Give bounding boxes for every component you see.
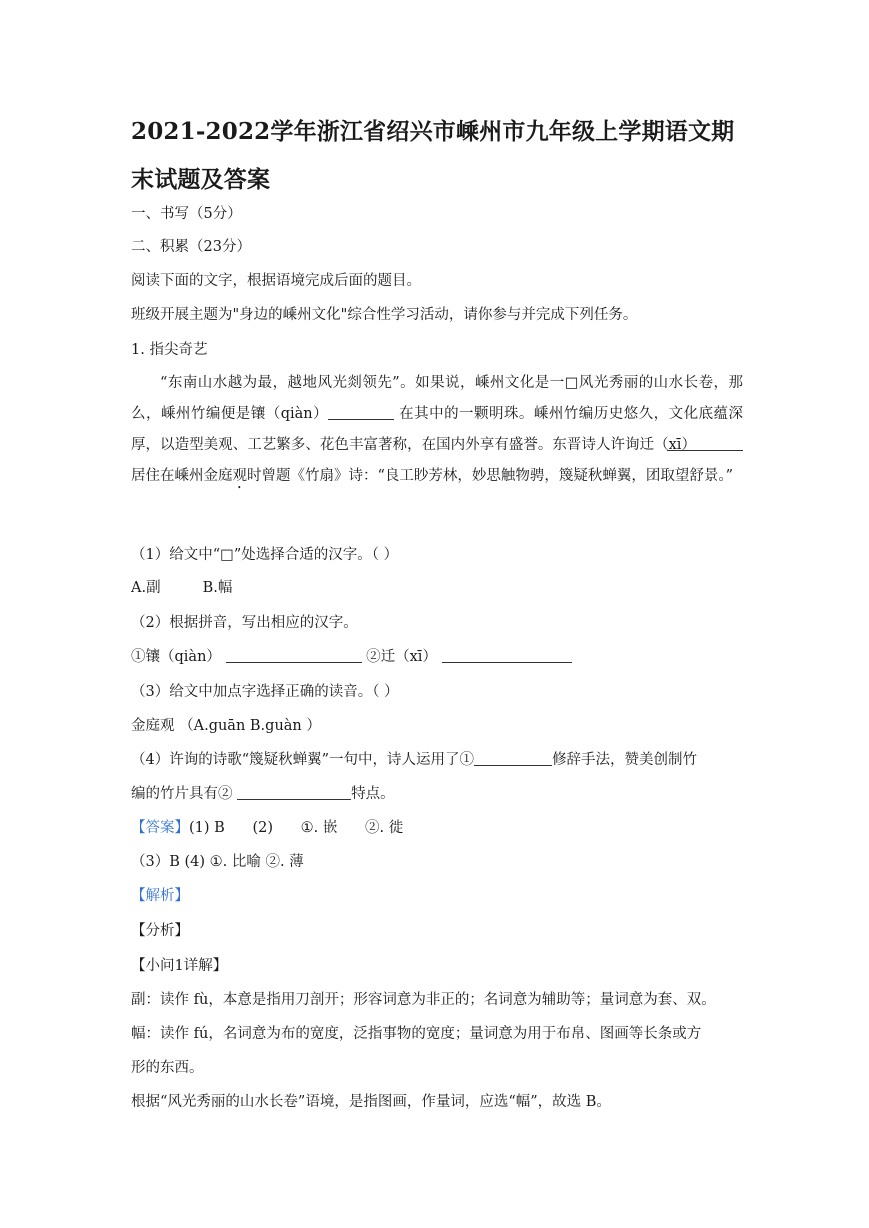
- dotted-char-guan: 观: [232, 468, 247, 484]
- blank-answer-xi: [442, 647, 572, 663]
- analysis-fu-1: 副：读作 fù，本意是指用刀剖开；形容词意为非正的；名词意为辅助等；量词意为套、双。: [131, 992, 716, 1008]
- analysis-fu-2a: 幅：读作 fú，名词意为布的宽度，泛指事物的宽度；量词意为用于布帛、图画等长条或方: [131, 1026, 702, 1042]
- section-writing: 一、书写（5分）: [131, 206, 242, 222]
- sub-question-4-text-d: 特点。: [351, 786, 395, 802]
- sub-question-1-options: [131, 578, 232, 598]
- sub-question-4-text-b: 修辞手法，赞美创制竹: [552, 752, 698, 768]
- pinyin-qian: ①镶（qiàn）: [131, 649, 221, 665]
- analysis-conclusion: 根据“风光秀丽的山水长卷”语境，是指图画，作量词，应选“幅”，故选 B。: [131, 1094, 611, 1110]
- blank-rhetoric: [474, 750, 552, 766]
- answer-label: 【答案】: [131, 820, 189, 836]
- answer-line-2: （3）B (4) ①. 比喻 ②. 薄: [131, 854, 304, 870]
- sub-question-2-blanks: [131, 647, 572, 667]
- sub-question-4-line-2: [131, 784, 395, 804]
- blank-answer-qian: [226, 647, 362, 663]
- sub-question-4-text-a: （4）许询的诗歌“篾疑秋蝉翼”一句中，诗人运用了①: [131, 752, 475, 768]
- analysis-subquestion-1: 【小问1详解】: [131, 958, 228, 974]
- blank-xi: [667, 435, 743, 451]
- passage-part-3a: 居住在嵊州金庭: [131, 468, 233, 484]
- pinyin-xi: ②迁（xī）: [366, 649, 437, 665]
- section-accumulation: 二、积累（23分）: [131, 239, 251, 255]
- instruction-text: 阅读下面的文字，根据语境完成后面的题目。: [131, 273, 421, 289]
- passage-part-3b: 时曾题《竹扇》诗：“良工眇芳林，妙思触物骋，篾疑秋蝉翼，团取望舒景。”: [247, 468, 734, 484]
- sub-question-3: （3）给文中加点字选择正确的读音。（ ）: [131, 684, 399, 700]
- passage-part-2: 在其中的一颗明珠。嵊州竹编历史悠久，文化底蕴深厚，以造型美观、工艺繁多、花色丰富著称，在国内外享有盛誉。东晋诗人许询迁（xī）: [131, 406, 744, 453]
- activity-text: 班级开展主题为"身边的嵊州文化"综合性学习活动，请你参与并完成下列任务。: [131, 307, 638, 323]
- analysis-fenxi: 【分析】: [131, 923, 189, 939]
- sub-question-1: （1）给文中“□”处选择合适的汉字。（ ）: [131, 547, 399, 563]
- analysis-fu-2b: 形的东西。: [131, 1060, 204, 1076]
- sub-question-4-line-1: [131, 750, 697, 770]
- passage-part-1: “东南山水越为最，越地风光剡领先”。如果说，嵊州文化是一□风光秀丽的山水长卷，那么，嵊州竹编便是镶（qiàn）: [131, 375, 743, 422]
- option-a: A.副: [131, 580, 161, 596]
- blank-qian: [328, 404, 394, 420]
- option-b: B.幅: [202, 580, 233, 596]
- analysis-label: 【解析】: [131, 888, 189, 904]
- answer-text-1: (1) B (2) ①. 嵌 ②. 徙: [189, 820, 404, 836]
- answer-line-1: [131, 818, 403, 838]
- blank-feature: [237, 784, 351, 800]
- sub-question-2: （2）根据拼音，写出相应的汉字。: [131, 615, 358, 631]
- passage: [131, 368, 743, 492]
- sub-question-4-text-c: 编的竹片具有②: [131, 786, 233, 802]
- document-title: 2021-2022学年浙江省绍兴市嵊州市九年级上学期语文期末试题及答案: [131, 118, 735, 193]
- question-1-title: 1. 指尖奇艺: [131, 342, 208, 358]
- sub-question-3-options: 金庭观 （A.guān B.guàn ）: [131, 718, 321, 734]
